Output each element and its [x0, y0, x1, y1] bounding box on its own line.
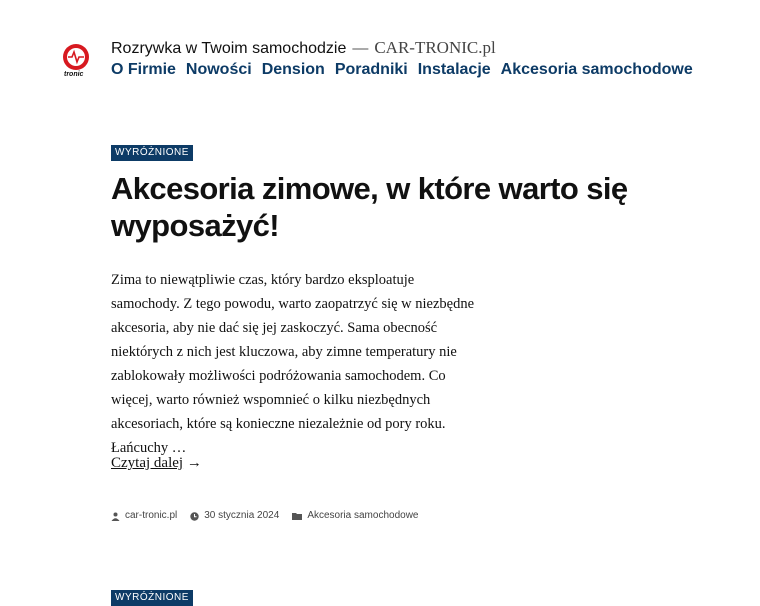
post-category-badge[interactable]: WYRÓŻNIONE [111, 145, 193, 161]
title-separator: — [352, 40, 369, 57]
logo-wordmark: tronic [64, 71, 84, 78]
post-title[interactable]: Akcesoria zimowe, w które warto się wyposażyć! [111, 171, 628, 243]
nav-item-dension[interactable]: Dension [261, 61, 325, 78]
next-post-category-badge[interactable]: WYRÓŻNIONE [111, 590, 193, 606]
site-logo[interactable] [59, 42, 93, 78]
clock-icon [190, 512, 199, 521]
nav-item-akcesoria[interactable]: Akcesoria samochodowe [500, 61, 693, 78]
site-description: CAR-TRONIC.pl [374, 38, 496, 57]
primary-menu [111, 60, 693, 80]
read-more-label: Czytaj dalej [111, 455, 184, 471]
nav-item-poradniki[interactable]: Poradniki [334, 61, 408, 78]
post-author-name: car-tronic.pl [125, 510, 178, 521]
nav-item-o-firmie[interactable]: O Firmie [111, 61, 176, 78]
post-date-text: 30 stycznia 2024 [204, 510, 280, 521]
post-author[interactable] [111, 509, 177, 523]
user-icon [111, 512, 120, 521]
site-name[interactable]: Rozrywka w Twoim samochodzie [111, 40, 347, 57]
site-title [111, 38, 496, 59]
post-category-text: Akcesoria samochodowe [307, 510, 419, 521]
nav-item-instalacje[interactable]: Instalacje [417, 61, 491, 78]
folder-icon [292, 512, 302, 520]
post-category-link[interactable] [292, 509, 418, 523]
post-excerpt: Zima to niewątpliwie czas, który bardzo eksploatuje samochody. Z tego powodu, warto zaopatrzyć się w niezbędne akcesoria, aby nie dać się jej zaskoczyć. Sama obecność niektórych z nich jest kluczowa, aby zimne temperatury nie zablokowały możliwości podróżowania samochodem. Co więcej, warto również wspomnieć o kilku niezbędnych akcesoriach, które są konieczne niezależnie od pory roku. Łańcuchy … [111, 272, 475, 456]
post-meta [111, 509, 431, 523]
arrow-right-icon: → [186, 455, 202, 471]
nav-item-nowosci[interactable]: Nowości [185, 61, 252, 78]
read-more-link[interactable] [111, 453, 202, 473]
post-date[interactable] [190, 509, 279, 523]
